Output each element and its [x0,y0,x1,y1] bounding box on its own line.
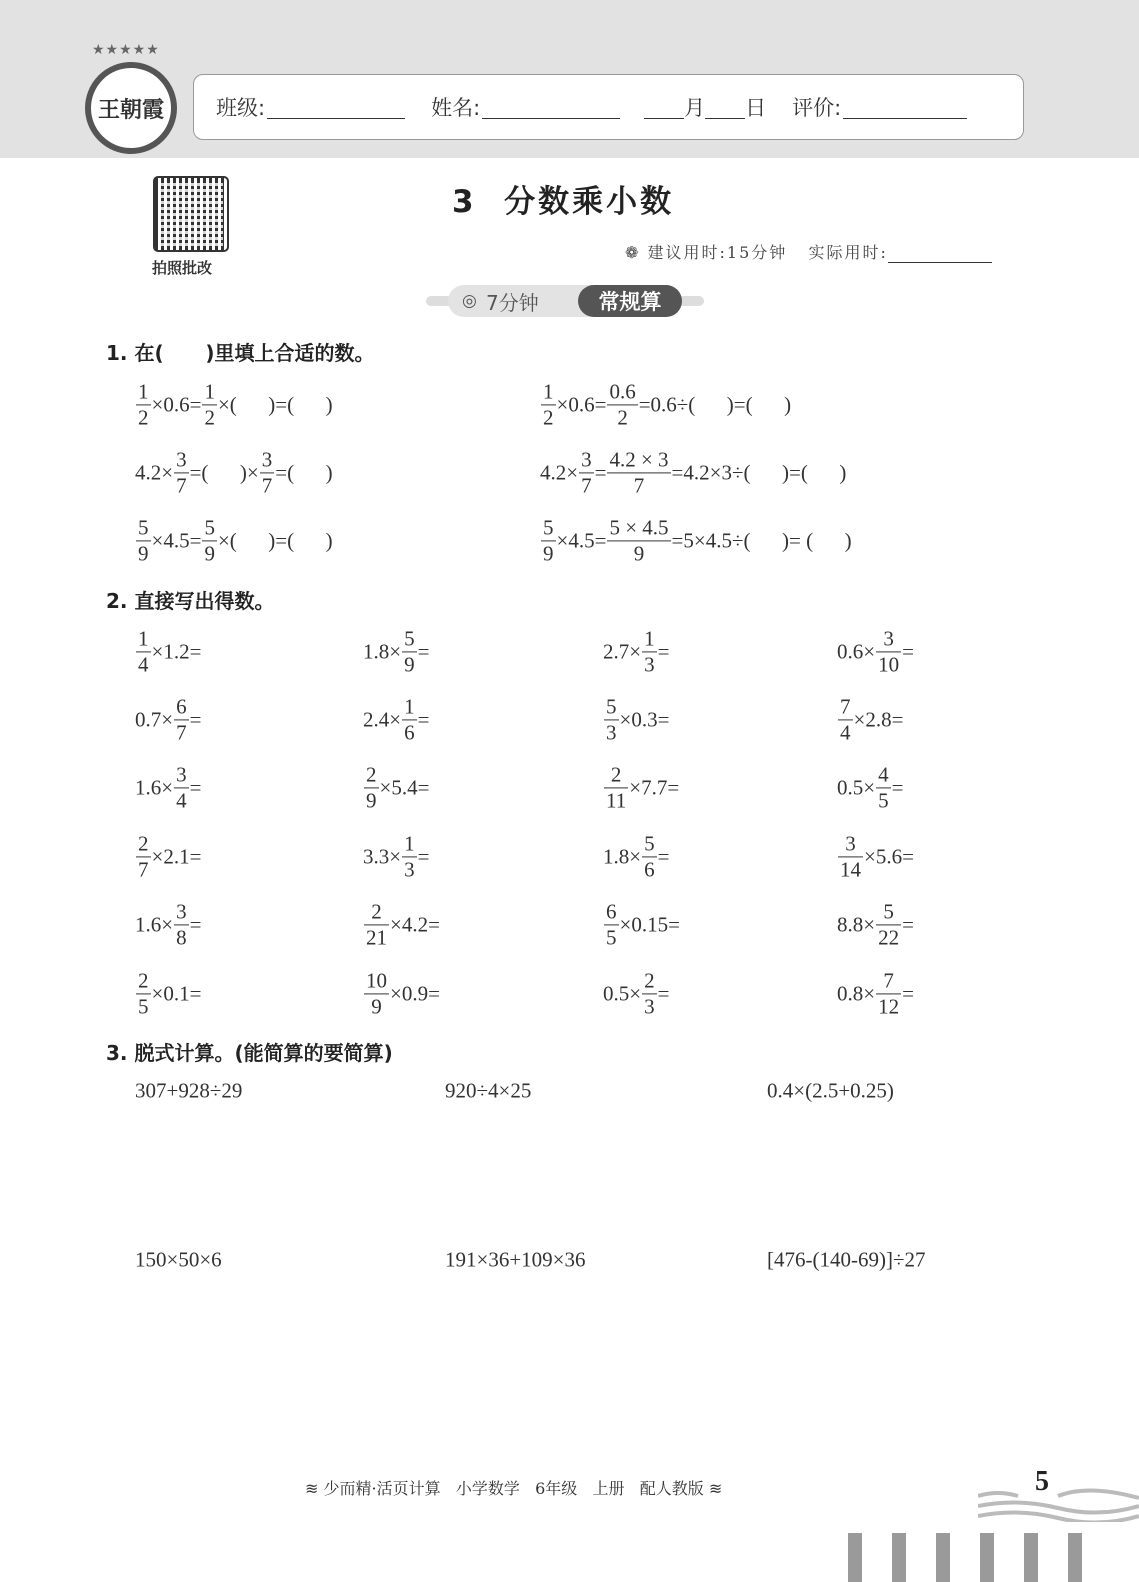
denominator: 12 [878,994,900,1019]
numerator: 2 [138,968,149,993]
numerator: 6 [176,694,187,719]
numerator: 1 [138,626,149,651]
fill-blank-expression [135,516,333,565]
numerator: 3 [176,447,187,472]
expression-text: = [657,844,670,869]
expression-text: 920÷4×25 [445,1078,532,1103]
expression-text: ×0.1= [151,981,202,1006]
fraction [364,900,389,949]
step-calc-expression [135,1079,242,1104]
fill-blank-expression [540,516,852,565]
denominator: 4 [176,788,187,813]
actual-time-field[interactable] [888,246,992,263]
oral-calc-expression [603,900,680,949]
expression-text: = [657,639,670,664]
question-3-prompt: 3. 脱式计算。(能简算的要简算) [106,1041,393,1065]
numerator: 5 [883,899,894,924]
numerator: 10 [366,968,387,993]
fraction [202,380,217,429]
fill-blank-expression [135,380,333,429]
month-field[interactable] [644,96,684,119]
expression-text: = [902,981,914,1006]
fraction [202,516,217,565]
step-calc-expression [445,1079,531,1104]
step-calc-expression [767,1079,894,1104]
expression-text: ×0.6= [151,392,202,417]
denominator: 5 [138,994,149,1019]
oral-calc-expression [837,969,914,1018]
name-label: 姓名: [431,96,481,120]
expression-text: 1.8× [363,639,402,664]
denominator: 2 [204,405,215,430]
expression-text: 1.8× [603,844,642,869]
numerator: 5 [138,515,149,540]
expression-text: ×1.2= [151,639,202,664]
day-label: 日 [745,96,767,120]
numerator: 3 [845,831,856,856]
numerator: 2 [371,899,382,924]
fraction [604,763,628,812]
denominator: 10 [878,652,900,677]
expression-text: ×0.9= [390,981,440,1006]
numerator: 2 [366,762,377,787]
step-calc-expression [135,1248,222,1273]
expression-text: 1.6× [135,912,174,937]
numerator: 3 [176,762,187,787]
expression-text: = [891,775,904,800]
denominator: 7 [607,473,670,498]
denominator: 9 [404,652,415,677]
expression-text: = [189,912,202,937]
oral-calc-expression [135,900,201,949]
denominator: 6 [404,720,415,745]
oral-calc-expression [837,900,914,949]
fraction [174,900,189,949]
numerator: 5 [543,515,554,540]
oral-calc-expression [135,627,201,676]
fraction [607,380,637,429]
numerator: 5 × 4.5 [609,515,669,540]
expression-text: = [417,707,430,732]
denominator: 7 [176,720,187,745]
denominator: 14 [840,857,861,882]
denominator: 9 [138,541,149,566]
expression-text: ×4.5= [151,528,202,553]
step-calc-expression [767,1248,925,1273]
expression-text: = [657,981,670,1006]
fraction [642,627,657,676]
numerator: 3 [176,899,187,924]
expression-text: [476-(140-69)]÷27 [767,1247,926,1272]
fraction [136,832,151,881]
oral-calc-expression [603,832,669,881]
expression-text: 1.6× [135,775,174,800]
numerator: 6 [606,899,617,924]
fraction [607,516,670,565]
question-2-prompt: 2. 直接写出得数。 [106,589,275,613]
oral-calc-expression [363,969,440,1018]
numerator: 3 [261,447,273,472]
expression-text: ×4.2= [390,912,440,937]
oral-calc-expression [603,969,669,1018]
numerator: 7 [840,694,851,719]
fraction [364,763,379,812]
fraction [604,695,619,744]
expression-text: = [902,639,914,664]
suggested-time: 建议用时:15分钟 [647,243,788,262]
rating-label: 评价: [792,96,842,120]
oral-calc-expression [837,627,914,676]
oral-calc-expression [363,695,429,744]
qr-code[interactable] [153,176,229,252]
fraction [642,832,657,881]
expression-text: 3.3× [363,844,402,869]
qr-label: 拍照批改 [152,259,213,277]
fraction [364,969,389,1018]
fraction [136,969,151,1018]
oral-calc-expression [135,969,201,1018]
denominator: 4 [138,652,149,677]
numerator: 3 [581,447,592,472]
denominator: 7 [138,857,149,882]
expression-text: ×0.15= [619,912,680,937]
denominator: 7 [176,473,187,498]
denominator: 9 [543,541,554,566]
fraction [402,832,417,881]
logo-stars-icon: ★★★★★ [92,42,160,58]
oral-calc-expression [603,763,679,812]
month-label: 月 [684,96,706,120]
denominator: 7 [581,473,592,498]
denominator: 11 [606,788,627,813]
question-1-prompt: 1. 在( )里填上合适的数。 [106,341,375,365]
fraction [174,695,189,744]
expression-text: 0.4×(2.5+0.25) [767,1078,894,1103]
fraction [642,969,657,1018]
expression-text: = [902,912,914,937]
numerator: 2 [610,762,622,787]
denominator: 3 [644,652,655,677]
fill-blank-expression [540,380,791,429]
section-badge [426,285,704,317]
expression-text: =0.6÷( )=( ) [638,392,792,417]
logo-text: 王朝霞 [97,96,164,123]
denominator: 3 [606,720,617,745]
oral-calc-expression [837,763,903,812]
fraction [136,516,151,565]
badge-type: 常规算 [578,285,682,317]
fraction [604,900,619,949]
oral-calc-expression [363,627,429,676]
oral-calc-expression [837,832,914,881]
numerator: 1 [204,379,215,404]
numerator: 1 [404,831,415,856]
numerator: 4.2 × 3 [609,447,669,472]
oral-calc-expression [603,695,669,744]
denominator: 21 [366,925,387,950]
numerator: 5 [204,515,215,540]
oral-calc-expression [603,627,669,676]
fraction [174,763,189,812]
expression-text: 4.2× [135,460,174,485]
fraction [607,448,670,497]
denominator: 22 [878,925,900,950]
expression-text: ×2.1= [151,844,202,869]
denominator: 7 [261,473,273,498]
footer-text: ≋ 少而精·活页计算 小学数学 6年级 上册 配人教版 ≋ [305,1479,723,1498]
expression-text: 0.5× [837,775,876,800]
oral-calc-expression [837,695,903,744]
expression-text: ×0.6= [556,392,607,417]
fraction [876,763,891,812]
denominator: 8 [176,925,187,950]
expression-text: =( )× [189,460,259,485]
fill-blank-expression [540,448,846,497]
class-label: 班级: [216,96,266,120]
oral-calc-expression [363,832,429,881]
fraction [402,695,417,744]
fraction [579,448,594,497]
expression-text: 0.7× [135,707,174,732]
fraction [260,448,275,497]
fraction [174,448,189,497]
expression-text: 307+928÷29 [135,1078,243,1103]
expression-text: 0.8× [837,981,876,1006]
expression-text: ×2.8= [853,707,904,732]
rating-field[interactable] [843,96,967,119]
day-field[interactable] [705,96,745,119]
denominator: 9 [204,541,215,566]
expression-text: ×0.3= [619,707,670,732]
fraction [876,969,901,1018]
expression-text: = [189,707,202,732]
expression-text: 2.4× [363,707,402,732]
oral-calc-expression [135,832,201,881]
numerator: 2 [644,968,655,993]
numerator: 5 [644,831,655,856]
expression-text: =( ) [275,460,333,485]
fill-blank-expression [135,448,333,497]
denominator: 3 [404,857,415,882]
expression-text: 4.2× [540,460,579,485]
denominator: 2 [543,405,554,430]
actual-time-label: 实际用时: [808,243,888,262]
denominator: 2 [138,405,149,430]
expression-text: ×4.5= [556,528,607,553]
fraction [136,627,151,676]
fraction [876,627,901,676]
denominator: 6 [644,857,655,882]
numerator: 3 [883,626,894,651]
numerator: 5 [404,626,415,651]
expression-text: 150×50×6 [135,1247,222,1272]
step-calc-expression [445,1248,586,1273]
denominator: 3 [644,994,655,1019]
expression-text: =5×4.5÷( )= ( ) [671,528,852,553]
expression-text: 191×36+109×36 [445,1247,586,1272]
numerator: 1 [138,379,149,404]
numerator: 0.6 [609,379,636,404]
expression-text: 0.6× [837,639,876,664]
oral-calc-expression [363,763,429,812]
denominator: 5 [878,788,889,813]
oral-calc-expression [135,763,201,812]
badge-duration: 7分钟 [486,290,539,315]
numerator: 1 [644,626,655,651]
expression-text: = [189,775,202,800]
denominator: 9 [607,541,670,566]
page-number: 5 [1035,1466,1049,1497]
oral-calc-expression [135,695,201,744]
fraction [136,380,151,429]
expression-text: 2.7× [603,639,642,664]
denominator: 5 [606,925,617,950]
expression-text: = [417,639,430,664]
oral-calc-expression [363,900,440,949]
denominator: 9 [364,994,389,1019]
flower-icon: ❁ [625,243,641,262]
numerator: 7 [883,968,894,993]
fraction [541,380,556,429]
expression-text: = [417,844,430,869]
wave-decoration-icon [978,1484,1139,1522]
numerator: 2 [138,831,149,856]
expression-text: = [594,460,607,485]
numerator: 5 [606,694,617,719]
expression-text: 0.5× [603,981,642,1006]
fraction [541,516,556,565]
denominator: 9 [366,788,377,813]
expression-text: ×( )=( ) [217,528,333,553]
numerator: 4 [878,762,889,787]
expression-text: ×5.4= [379,775,430,800]
page-title: 3 分数乘小数 [452,184,675,220]
name-field[interactable] [482,96,620,119]
expression-text: ×7.7= [629,775,680,800]
medal-icon: ◎ [462,291,477,311]
expression-text: ×( )=( ) [217,392,333,417]
denominator: 2 [607,405,637,430]
fraction [838,695,853,744]
publisher-logo [85,62,177,154]
fraction [838,832,863,881]
expression-text: ×5.6= [864,844,914,869]
numerator: 1 [404,694,415,719]
expression-text: 8.8× [837,912,876,937]
fraction [876,900,901,949]
expression-text: =4.2×3÷( )=( ) [671,460,847,485]
class-field[interactable] [267,96,405,119]
numerator: 1 [543,379,554,404]
denominator: 4 [840,720,851,745]
student-info-box [193,74,1024,140]
time-info [625,240,992,263]
fraction [402,627,417,676]
